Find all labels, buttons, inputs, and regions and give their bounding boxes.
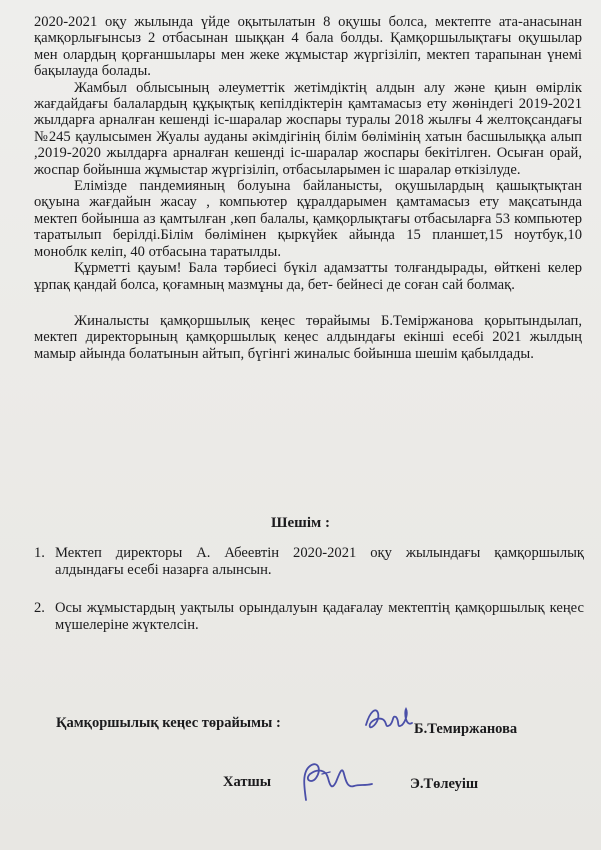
secretary-title: Хатшы (223, 774, 272, 790)
decision-item-number: 2. (34, 600, 45, 616)
decision-item-text: Осы жұмыстардың уақтылы орындалуын қадағалау мектептің қамқоршылық кеңес мүшелеріне жүктелсін. (55, 600, 584, 633)
decision-item (34, 545, 584, 579)
decision-heading: Шешім : (271, 515, 330, 531)
paragraph-meeting-summary: Жиналысты қамқоршылық кеңес төрайымы Б.Темiржанова қорытындылап, мектеп директорының қамқоршылық кеңес алдындағы екінші есебі 2021 жылдың мамыр айында болатынын айтып, бүгінгі жиналыс бойынша шешім қабылдады. (34, 312, 582, 362)
chair-name: Б.Темиржанова (414, 721, 518, 737)
decision-list (34, 545, 584, 634)
decision-item-text: Мектеп директоры А. Абеевтін 2020-2021 оқу жылындағы қамқоршылық алдындағы есебі назарға алынсын. (55, 545, 584, 578)
paragraph-address: Құрметті қауым! Бала тәрбиесі бүкіл адамзатты толғандырады, өйткені келер ұрпақ қандай болса, қоғамның мазмұны да, бет- бейнесі де соған сай болмақ. (34, 260, 582, 293)
secretary-signature (292, 756, 382, 806)
chair-title: Қамқоршылық кеңес төрайымы : (56, 715, 281, 731)
decision-item (34, 600, 584, 634)
paragraph-home-schooling: 2020-2021 оқу жылында үйде оқытылатын 8 оқушы болса, мектепте ата-анасынан қамқорлығынсыз 2 отбасынан шыққан 4 бала болды. Қамқоршылықтағы оқушылар мен олардың қорғаншылары мен жеке жұмыстар жүргізіліп, мектеп тарапынан үнемі бақылауда болады. (34, 14, 582, 80)
paragraph-pandemic-computers: Елімізде пандемияның болуына байланысты, оқушылардың қашықтықтан оқуына жағдайын жасау , компьютер құралдарымен қамтамасыз ету мақсатында мектеп бойынша аз қамтылған ,көп балалы, қамқорлықтағы отбасыларға 53 компьютер таратылып берілді.Білім бөлімінен қыркүйек айында 15 планшет,15 ноутбук,10 моноблк келіп, 40 отбасына таратылды. (34, 178, 582, 260)
document-body (34, 14, 582, 362)
chair-signature (362, 703, 418, 737)
decision-item-number: 1. (34, 545, 45, 561)
paragraph-regional-plan: Жамбыл облысының әлеуметтік жетімдіктің алдын алу және қиын өмірлік жағдайдағы балалардың құқықтық кепілдіктерін қамтамасыз ету жөніндегі 2019-2021 жылдарға арналған кешенді іс-шаралар жоспары туралы 2018 жылғы 4 желтоқсандағы №245 қаулысымен Жуалы ауданы әкімдігінің білім бөлімінің хатын басшылыққа алып ,2019-2020 жылдарға арналған кешенді іс-шаралар жоспары бекітілген. Осыған орай, жоспар бойынша жұмыстар жүргізіліп, отбасыларымен іс шаралар өткізілуде. (34, 79, 582, 178)
secretary-name: Э.Төлеуіш (410, 776, 479, 792)
